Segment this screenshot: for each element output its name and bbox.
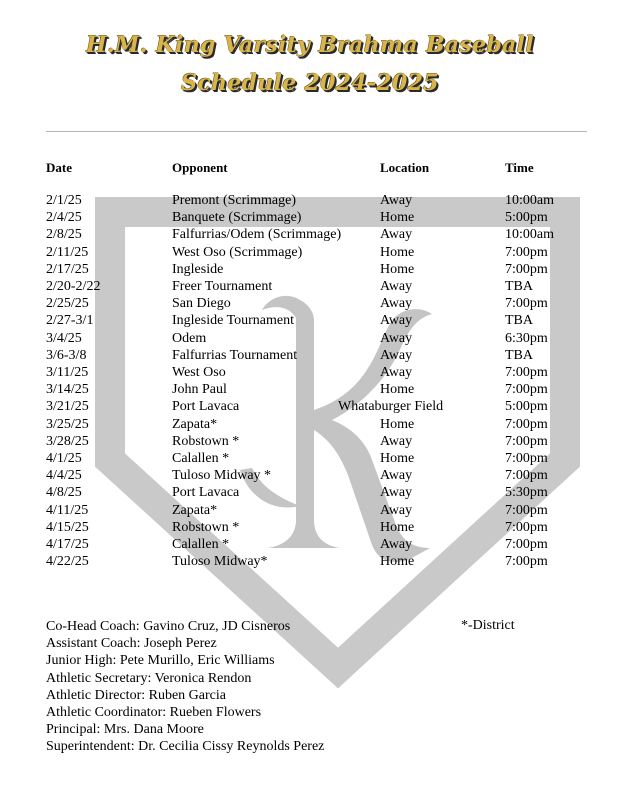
game-opponent: Falfurrias/Odem (Scrimmage) xyxy=(172,227,342,243)
table-row xyxy=(0,503,620,520)
game-time: 7:00pm xyxy=(505,468,548,484)
game-date: 3/4/25 xyxy=(46,330,82,346)
game-date: 2/27-3/1 xyxy=(46,313,94,329)
table-row xyxy=(0,417,620,434)
game-opponent: Odem xyxy=(172,330,207,346)
game-time: 7:00pm xyxy=(505,261,548,277)
game-location: Home xyxy=(380,382,415,398)
staff-line: Athletic Coordinator: Rueben Flowers xyxy=(46,705,262,721)
table-row xyxy=(0,365,620,382)
header-divider xyxy=(46,131,587,132)
game-location: Away xyxy=(380,537,413,552)
column-header-date: Date xyxy=(46,160,72,175)
game-date: 2/4/25 xyxy=(46,210,82,226)
table-row xyxy=(0,554,620,571)
table-row xyxy=(0,245,620,262)
game-time: 10:00am xyxy=(505,193,554,208)
district-note: *-District xyxy=(461,618,515,633)
game-date: 2/1/25 xyxy=(46,193,82,208)
game-date: 3/11/25 xyxy=(46,365,89,380)
game-opponent: Freer Tournament xyxy=(172,279,273,294)
staff-line: Superintendent: Dr. Cecilia Cissy Reynolds Perez xyxy=(46,739,325,755)
game-date: 4/4/25 xyxy=(46,468,82,484)
game-date: 4/15/25 xyxy=(46,519,89,535)
table-row xyxy=(0,434,620,451)
game-time: 7:00pm xyxy=(505,296,548,312)
staff-line: Principal: Mrs. Dana Moore xyxy=(46,722,204,738)
game-time: 7:00pm xyxy=(505,365,548,380)
game-date: 3/25/25 xyxy=(46,416,89,432)
schedule-title-line1: H.M. King Varsity Brahma Baseball xyxy=(86,32,534,58)
game-opponent: Robstown * xyxy=(172,519,240,535)
game-location: Away xyxy=(380,279,413,294)
column-header-time: Time xyxy=(505,160,534,175)
table-row xyxy=(0,399,620,416)
column-header-opponent: Opponent xyxy=(172,160,228,175)
game-opponent: Ingleside Tournament xyxy=(172,313,295,329)
game-location: Away xyxy=(380,365,413,380)
game-location: Whataburger Field xyxy=(338,399,444,415)
game-time: 5:00pm xyxy=(505,399,548,415)
game-date: 2/11/25 xyxy=(46,244,89,260)
game-date: 3/28/25 xyxy=(46,433,89,449)
game-time: 7:00pm xyxy=(505,554,548,570)
game-opponent: San Diego xyxy=(172,296,231,312)
game-location: Home xyxy=(380,554,415,570)
table-row xyxy=(0,382,620,399)
game-location: Home xyxy=(380,451,415,466)
game-time: 7:00pm xyxy=(505,519,548,535)
game-location: Away xyxy=(380,347,413,363)
game-time: 7:00pm xyxy=(505,244,548,260)
table-row xyxy=(0,537,620,554)
game-opponent: Calallen * xyxy=(172,537,230,552)
game-date: 4/1/25 xyxy=(46,451,82,466)
game-opponent: Zapata* xyxy=(172,416,218,432)
game-time: 7:00pm xyxy=(505,382,548,398)
game-time: TBA xyxy=(505,347,533,363)
game-date: 3/21/25 xyxy=(46,399,89,415)
game-time: 10:00am xyxy=(505,227,554,243)
table-row xyxy=(0,296,620,313)
staff-line: Athletic Director: Ruben Garcia xyxy=(46,687,226,703)
game-opponent: Tuloso Midway* xyxy=(172,554,268,570)
table-row xyxy=(0,227,620,244)
table-row xyxy=(0,262,620,279)
game-location: Away xyxy=(380,296,413,312)
game-opponent: West Oso (Scrimmage) xyxy=(172,244,303,260)
game-time: 7:00pm xyxy=(505,433,548,449)
game-time: 7:00pm xyxy=(505,451,548,466)
game-opponent: Port Lavaca xyxy=(172,485,240,501)
game-location: Away xyxy=(380,468,413,484)
game-date: 4/17/25 xyxy=(46,537,89,552)
game-time: 5:00pm xyxy=(505,210,548,226)
table-row xyxy=(0,331,620,348)
game-date: 2/20-2/22 xyxy=(46,279,101,294)
game-time: 5:30pm xyxy=(505,485,548,501)
table-row xyxy=(0,468,620,485)
game-time: TBA xyxy=(505,313,533,329)
column-header-location: Location xyxy=(380,160,430,175)
game-location: Away xyxy=(380,330,413,346)
game-location: Away xyxy=(380,502,413,518)
game-location: Home xyxy=(380,519,415,535)
game-location: Away xyxy=(380,433,413,449)
game-time: 6:30pm xyxy=(505,330,548,346)
game-opponent: Port Lavaca xyxy=(172,399,240,415)
game-location: Away xyxy=(380,227,413,243)
staff-line: Co-Head Coach: Gavino Cruz, JD Cisneros xyxy=(46,619,291,634)
game-opponent: Calallen * xyxy=(172,451,230,466)
game-date: 4/22/25 xyxy=(46,554,89,570)
table-row xyxy=(0,348,620,365)
game-opponent: Zapata* xyxy=(172,502,218,518)
table-row xyxy=(0,520,620,537)
game-opponent: Tuloso Midway * xyxy=(172,468,272,484)
game-time: TBA xyxy=(505,279,533,294)
staff-line: Junior High: Pete Murillo, Eric Williams xyxy=(46,653,275,669)
game-location: Away xyxy=(380,485,413,501)
game-opponent: West Oso xyxy=(172,365,226,380)
table-row xyxy=(0,279,620,296)
game-location: Home xyxy=(380,416,415,432)
game-opponent: Banquete (Scrimmage) xyxy=(172,210,302,226)
game-date: 2/17/25 xyxy=(46,261,89,277)
game-location: Home xyxy=(380,244,415,260)
game-location: Away xyxy=(380,313,413,329)
game-opponent: Robstown * xyxy=(172,433,240,449)
game-date: 2/8/25 xyxy=(46,227,82,243)
game-opponent: John Paul xyxy=(172,382,227,398)
game-time: 7:00pm xyxy=(505,537,548,552)
staff-line: Athletic Secretary: Veronica Rendon xyxy=(46,670,252,686)
game-date: 3/6-3/8 xyxy=(46,347,87,363)
game-opponent: Falfurrias Tournament xyxy=(172,347,298,363)
table-row xyxy=(0,210,620,227)
table-row xyxy=(0,313,620,330)
table-row xyxy=(0,485,620,502)
table-row xyxy=(0,193,620,210)
game-opponent: Ingleside xyxy=(172,261,224,277)
game-location: Home xyxy=(380,210,415,226)
game-location: Away xyxy=(380,193,413,208)
game-date: 4/8/25 xyxy=(46,485,82,501)
schedule-title-line2: Schedule 2024-2025 xyxy=(181,70,439,96)
game-opponent: Premont (Scrimmage) xyxy=(172,193,297,208)
game-date: 2/25/25 xyxy=(46,296,89,312)
game-date: 4/11/25 xyxy=(46,502,89,518)
staff-line: Assistant Coach: Joseph Perez xyxy=(46,636,217,652)
game-time: 7:00pm xyxy=(505,502,548,518)
game-location: Home xyxy=(380,261,415,277)
game-date: 3/14/25 xyxy=(46,382,89,398)
game-time: 7:00pm xyxy=(505,416,548,432)
table-row xyxy=(0,451,620,468)
staff-list xyxy=(46,618,324,756)
